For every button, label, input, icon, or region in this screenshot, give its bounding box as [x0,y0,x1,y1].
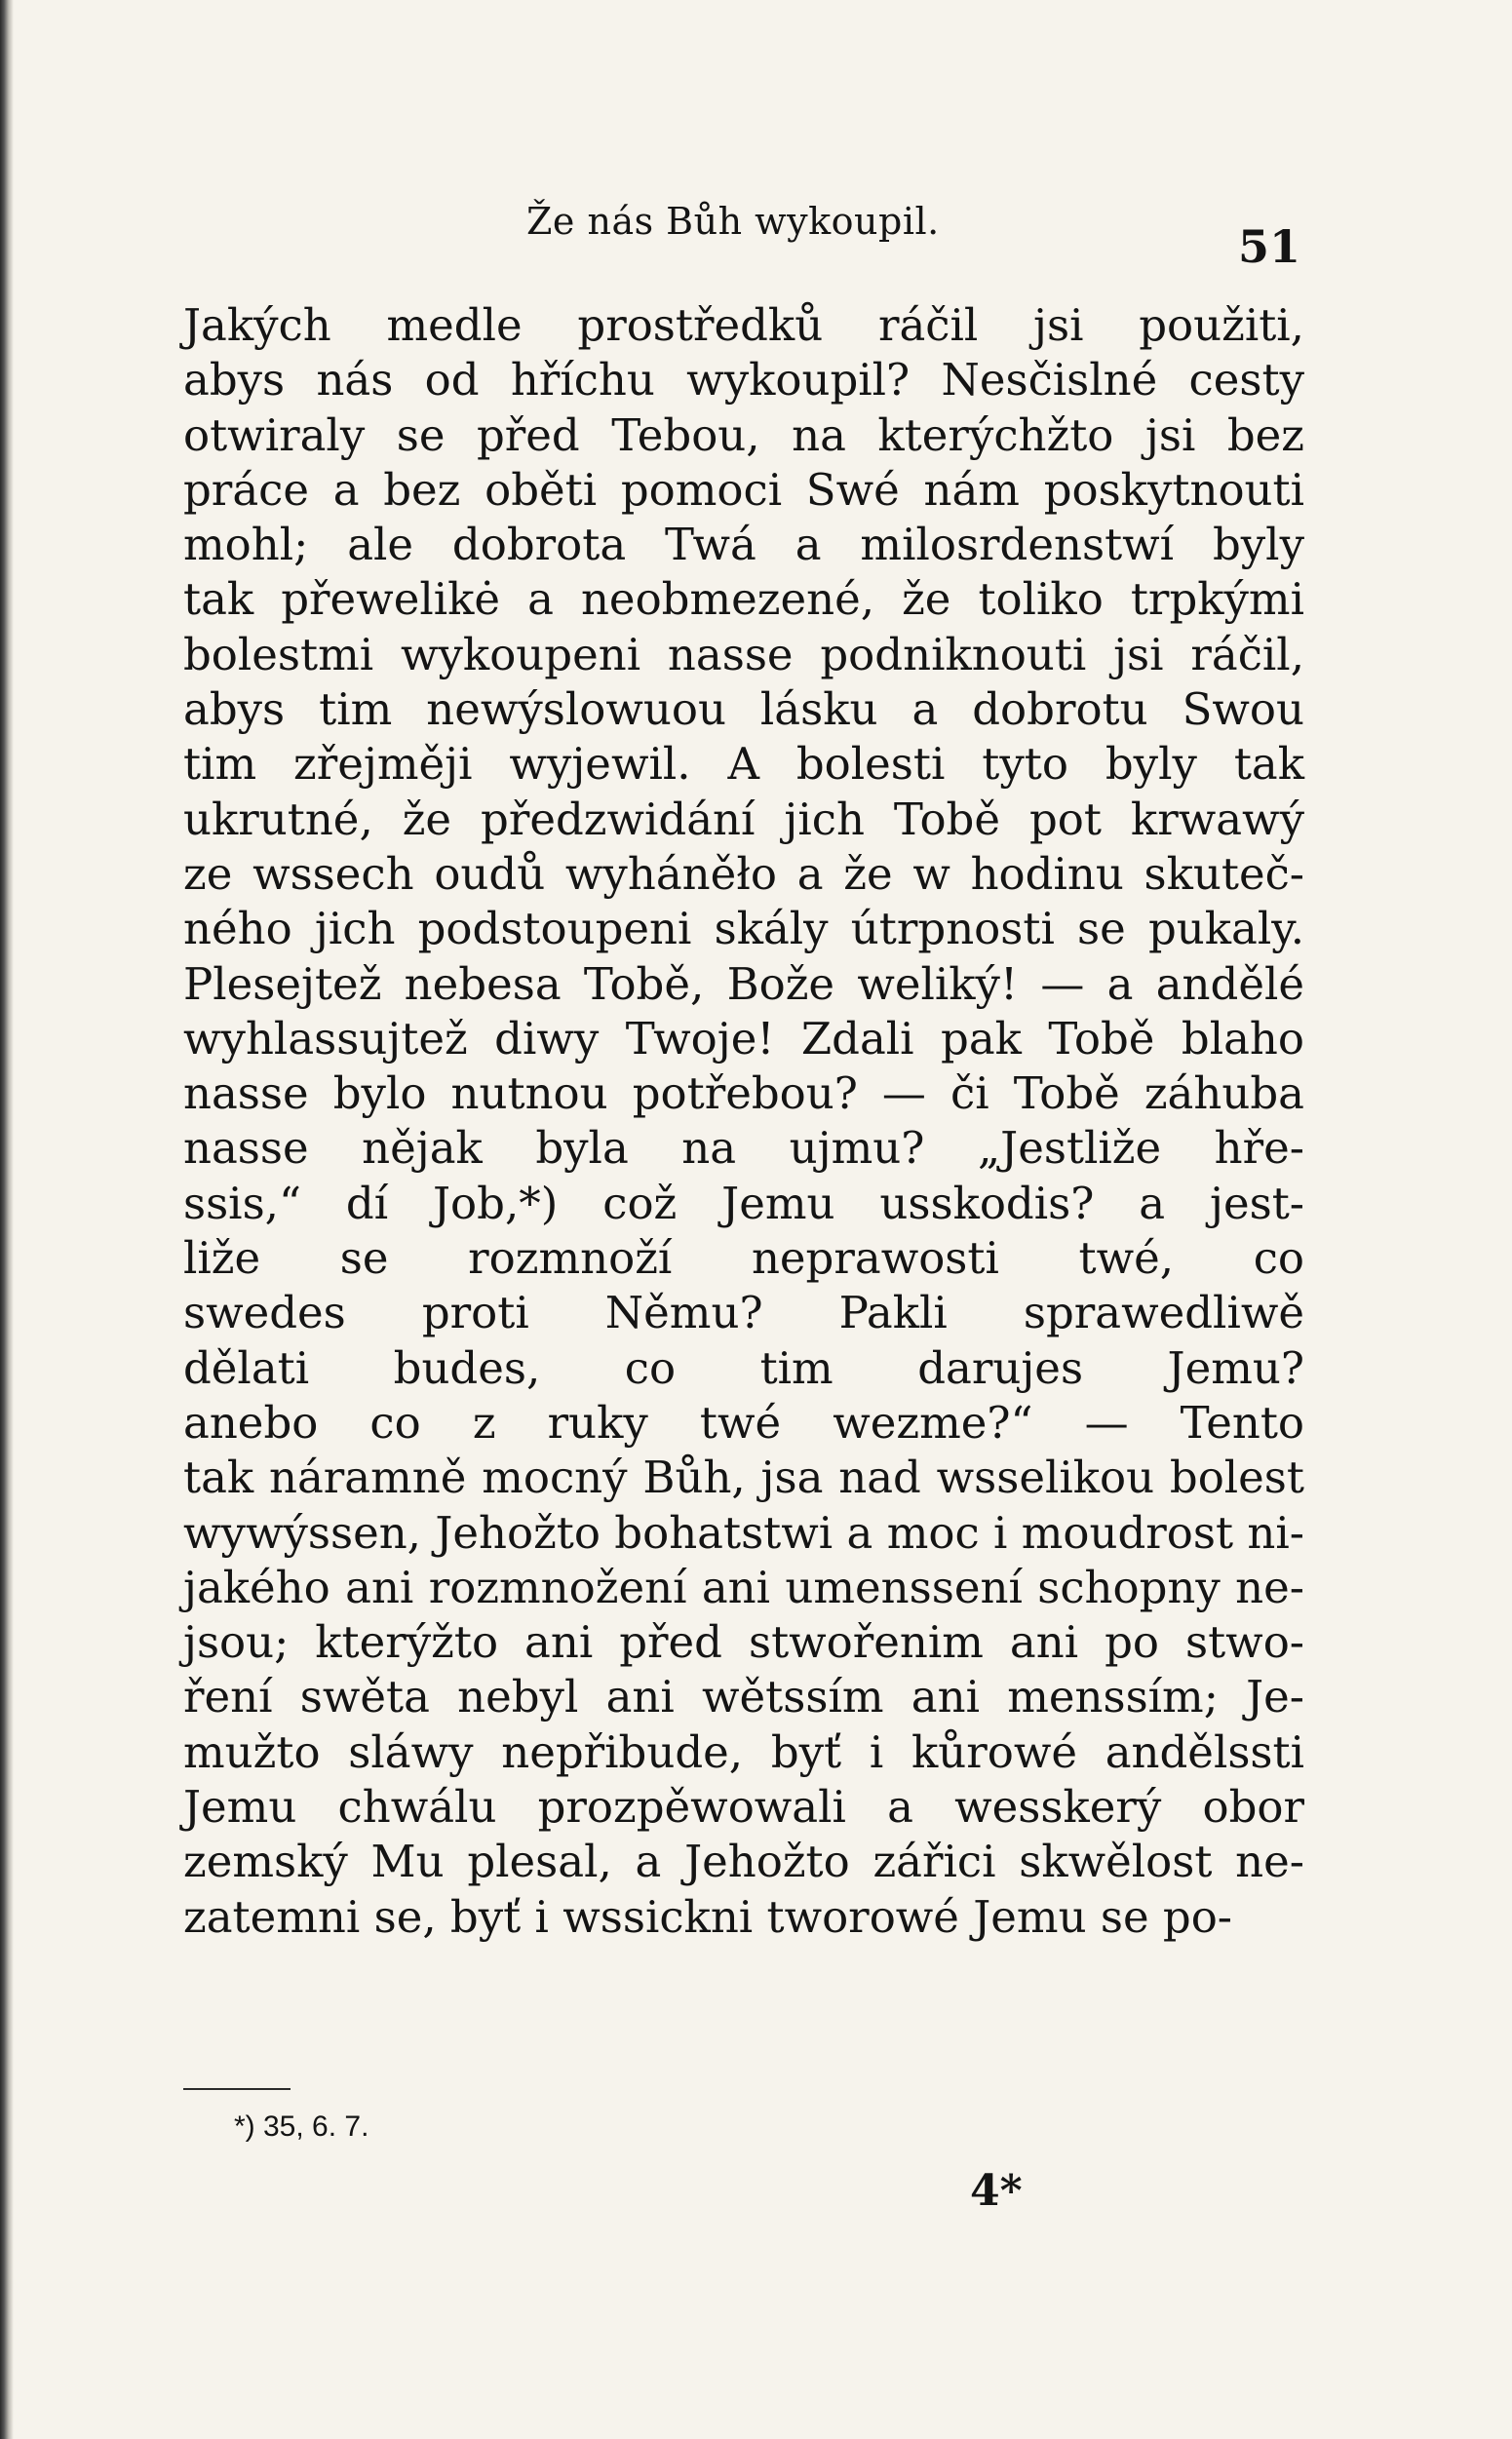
text-line: liže se rozmnoží neprawosti twé, co [183,1232,1304,1285]
signature-mark: 4* [970,2166,1023,2216]
text-line: zemský Mu plesal, a Jehožto zářici skwělost ne- [183,1836,1304,1888]
text-line: wywýssen, Jehožto bohatstwi a moc i moudrost ni- [183,1506,1304,1559]
text-line: swedes proti Němu? Pakli sprawedliwě [183,1287,1304,1339]
text-line: ssis,“ dí Job,*) což Jemu usskodis? a jest- [183,1177,1304,1229]
text-line: wyhlassujtež diwy Twoje! Zdali pak Tobě blaho [183,1012,1304,1065]
text-line: Jemu chwálu prozpěwowali a wesskerý obor [183,1781,1304,1834]
text-line: dělati budes, co tim darujes Jemu? [183,1341,1304,1394]
text-line: ření swěta nebyl ani wětssím ani menssím; Je- [183,1671,1304,1723]
text-line: jsou; kterýžto ani před stwořenim ani po stwo- [183,1616,1304,1669]
text-line: anebo co z ruky twé wezme?“ — Tento [183,1396,1304,1449]
text-line: mohl; ale dobrota Twá a milosrdenstwí byly [183,519,1304,571]
text-line: mužto sláwy nepřibude, byť i kůrowé andělssti [183,1725,1304,1778]
text-line: práce a bez oběti pomoci Swé nám poskytnouti [183,463,1304,516]
text-line: Plesejtež nebesa Tobě, Bože weliký! — a andělé [183,957,1304,1010]
footnote-rule [183,2088,291,2090]
body-text [183,298,1304,1945]
text-line: ukrutné, že předzwidání jich Tobě pot krwawý [183,793,1304,845]
footnote: *) 35, 6. 7. [234,2110,369,2143]
text-line: otwiraly se před Tebou, na kterýchžto jsi bez [183,408,1304,461]
text-line: tak náramně mocný Bůh, jsa nad wsselikou bolest [183,1452,1304,1504]
text-line: abys nás od hříchu wykoupil? Nesčislné cesty [183,354,1304,406]
text-line: abys tim newýslowuou lásku a dobrotu Swou [183,683,1304,736]
text-line: nasse bylo nutnou potřebou? — či Tobě záhuba [183,1067,1304,1120]
text-line: bolestmi wykoupeni nasse podniknouti jsi ráčil, [183,628,1304,680]
page-number: 51 [1238,220,1301,273]
text-line: jakého ani rozmnožení ani umenssení schopny ne- [183,1561,1304,1613]
running-title: Že nás Bůh wykoupil. [526,200,940,243]
text-line: nasse nějak byla na ujmu? „Jestliže hře- [183,1122,1304,1175]
text-line: Jakých medle prostředků ráčil jsi použiti, [183,299,1304,351]
text-line: zatemni se, byť i wssickni tworowé Jemu se po- [183,1890,1233,1943]
text-line: tim zřejměji wyjewil. A bolesti tyto byly tak [183,738,1304,791]
text-line: ného jich podstoupeni skály útrpnosti se pukaly. [183,903,1304,955]
text-line: tak přewelikė a neobmezené, že toliko trpkými [183,573,1304,626]
page-binding-edge [0,0,14,2439]
text-line: ze wssech oudů wyháněło a že w hodinu skuteč- [183,847,1304,900]
